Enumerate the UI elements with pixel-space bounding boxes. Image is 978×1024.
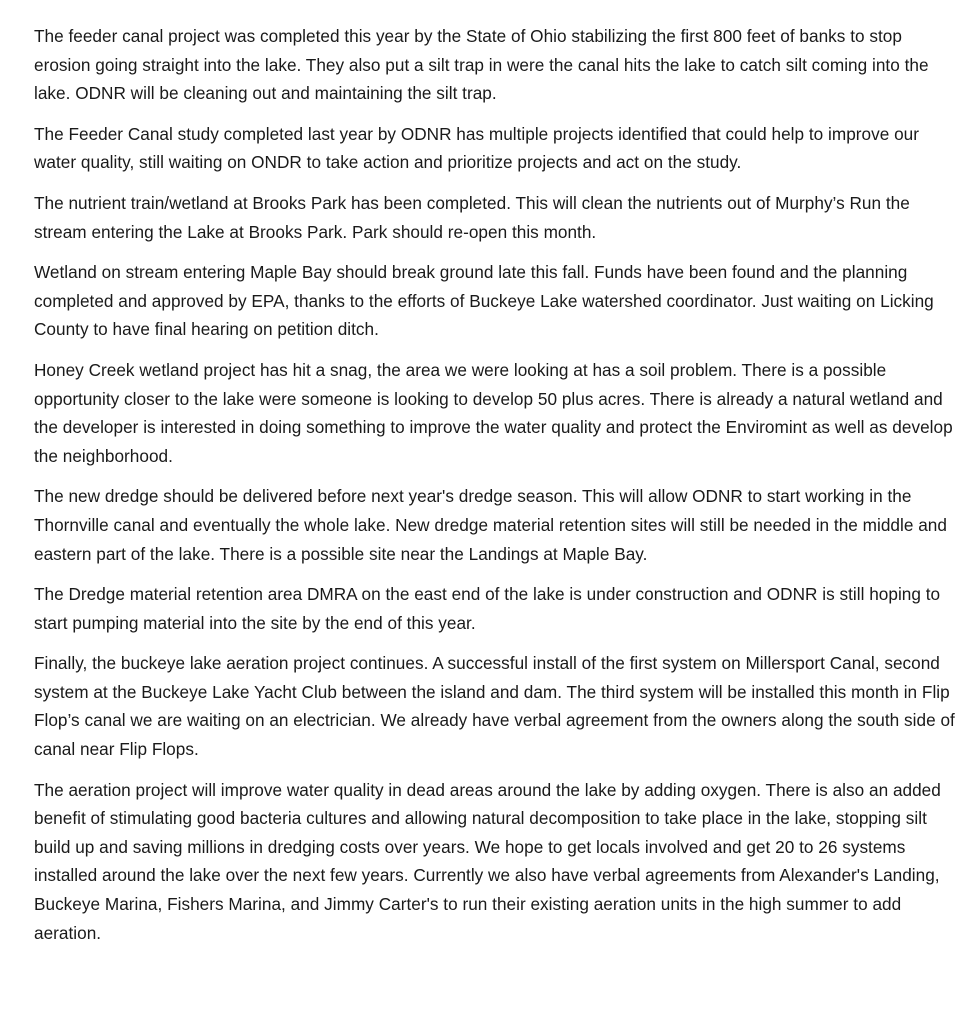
paragraph-feeder-canal-project: The feeder canal project was completed this year by the State of Ohio stabilizing the first 800 feet of banks to stop erosion going straight into the lake. They also put a silt trap in were the canal hits the lake to catch silt coming into the lake. ODNR will be cleaning out and maintaining the silt trap. (34, 26, 929, 104)
paragraph-dmra: The Dredge material retention area DMRA on the east end of the lake is under construction and ODNR is still hoping to start pumping material into the site by the end of this year. (34, 584, 941, 633)
paragraph-aeration-project-benefits: The aeration project will improve water quality in dead areas around the lake by adding oxygen. There is also an added benefit of stimulating good bacteria cultures and allowing natural decomposition to take place in the lake, stopping silt build up and saving millions in dredging costs over years. We hope to get locals involved and get 20 to 26 systems installed around the lake over the next few years. Currently we also have verbal agreements from Alexander's Landing, Buckeye Marina, Fishers Marina, and Jimmy Carter's to run their existing aeration units in the high summer to add aeration. (34, 779, 941, 943)
paragraph-brooks-park-wetland: The nutrient train/wetland at Brooks Park has been completed. This will clean the nutrients out of Murphy’s Run the stream entering the Lake at Brooks Park. Park should re-open this month. (34, 192, 910, 242)
paragraph-honey-creek-wetland: Honey Creek wetland project has hit a snag, the area we were looking at has a soil problem. There is a possible opportunity closer to the lake were someone is looking to develop 50 plus acres. There is already a natural wetland and the developer is interested in doing something to improve the water quality and protect the Enviromint as well as develop the neighborhood. (34, 359, 953, 466)
paragraph-new-dredge: The new dredge should be delivered before next year's dredge season. This will allow ODNR to start working in the Thornville canal and eventually the whole lake. New dredge material retention sites will still be needed in the middle and eastern part of the lake. There is a possible site near the Landings at Maple Bay. (34, 486, 947, 564)
paragraph-feeder-canal-study: The Feeder Canal study completed last year by ODNR has multiple projects identified that could help to improve our water quality, still waiting on ONDR to take action and prioritize projects and act on the study. (34, 123, 920, 173)
paragraph-aeration-project-status: Finally, the buckeye lake aeration project continues. A successful install of the first system on Millersport Canal, second system at the Buckeye Lake Yacht Club between the island and dam. The third system will be installed this month in Flip Flop’s canal we are waiting on an electrician. We already have verbal agreement from the owners along the south side of canal near Flip Flops. (34, 653, 955, 760)
paragraph-maple-bay-wetland: Wetland on stream entering Maple Bay should break ground late this fall. Funds have been found and the planning completed and approved by EPA, thanks to the efforts of Buckeye Lake watershed coordinator. Just waiting on Licking County to have final hearing on petition ditch. (34, 262, 934, 340)
